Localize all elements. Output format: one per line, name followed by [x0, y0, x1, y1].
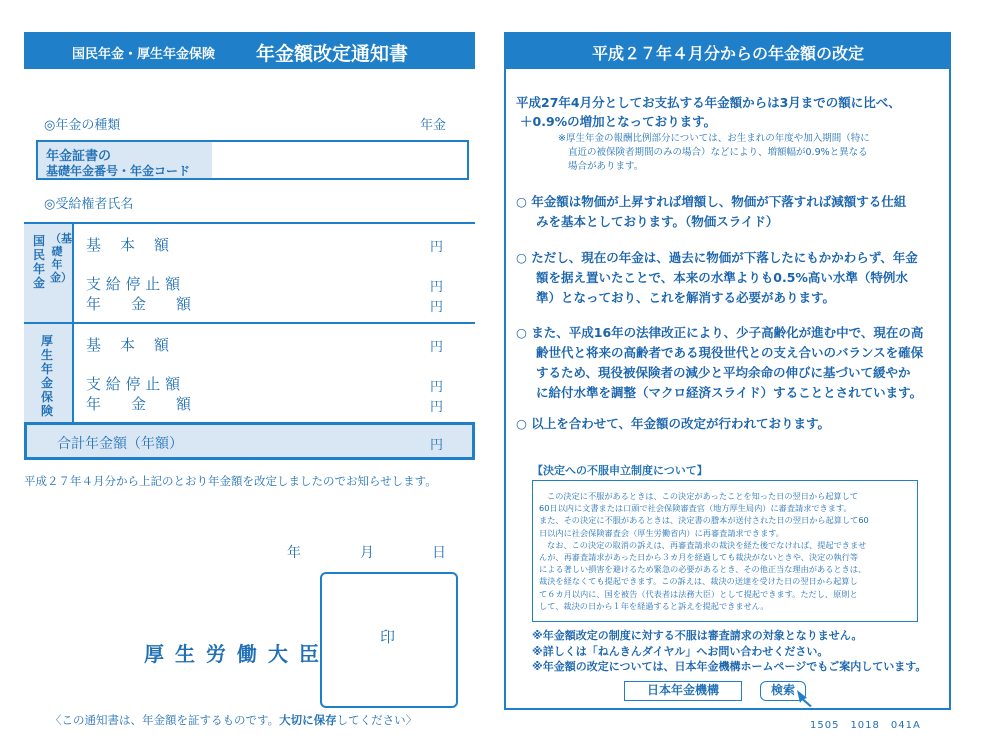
welfare-pension-yen: 円	[430, 400, 444, 415]
national-basic-label: 基 本 額	[86, 236, 172, 254]
pension-type-suffix: 年金	[420, 118, 447, 133]
seal-box	[320, 572, 458, 708]
footer-text: 〈この通知書は、年金額を証するものです。	[50, 713, 280, 727]
national-stop-label: 支 給 停 止 額	[86, 275, 181, 293]
revision-notice: 平成２７年４月分から上記のとおり年金額を改定しましたのでお知らせします。	[24, 474, 437, 488]
amount-table	[24, 222, 475, 462]
seal-mark: 印	[380, 628, 396, 646]
left-header-subtitle: 国民年金・厚生年金保険	[72, 47, 216, 62]
bullet-1-line-2: みを基本としております。（物価スライド）	[536, 214, 779, 229]
recipient-name-label: ◎受給権者氏名	[44, 197, 134, 212]
lead-note	[558, 132, 870, 174]
bullet-2	[516, 248, 918, 308]
info-notes	[532, 628, 926, 675]
appeal-title: 【決定への不服申立制度について】	[532, 464, 708, 477]
bullet-4-line-1: ○ 以上を合わせて、年金額の改定が行われております。	[516, 416, 831, 431]
info-line-2: ※詳しくは「ねんきんダイヤル」へお問い合わせください。	[532, 644, 829, 658]
appeal-line: て６カ月以内に、国を被告（代表者は法務大臣）として提起できます。ただし、原則と	[539, 588, 858, 599]
info-line-3: ※年金額の改定については、日本年金機構ホームページでもご案内しています。	[532, 660, 927, 673]
bullet-3-line-1: ○ また、平成16年の法律改正により、少子高齢化が進む中で、現在の高	[516, 325, 924, 340]
welfare-stop-label: 支 給 停 止 額	[86, 375, 181, 393]
note-line-3: 場合があります。	[568, 161, 644, 172]
bullet-3-line-2: 齢世代と将来の高齢者である現役世代との支え合いのバランスを確保	[536, 345, 924, 360]
total-amount-row	[24, 422, 475, 460]
lead-line-1: 平成27年4月分としてお支払する年金額からは3月までの額に比べ、	[516, 95, 901, 110]
right-header-title: 平成２７年４月分からの年金額の改定	[592, 44, 865, 63]
welfare-stop-yen: 円	[430, 380, 444, 395]
total-amount-yen: 円	[430, 438, 444, 453]
left-header-title: 年金額改定通知書	[256, 43, 409, 65]
appeal-line: 裁決を経なくても提起できます。この訴えは、裁決の送達を受けた日の翌日から起算し	[539, 576, 858, 587]
note-line-1: ※厚生年金の報酬比例部分については、お生まれの年度や加入期間（特に	[558, 133, 870, 144]
national-pension-group-label: 国民年金	[32, 234, 45, 290]
appeal-line: 日以内に社会保険審査会（厚生労働省内）に再審査請求できます。	[539, 527, 784, 538]
appeal-line: して、裁決の日から１年を経過すると訴えを提起できません。	[539, 600, 769, 611]
bullet-3-line-4: に給付水準を調整（マクロ経済スライド）することとされています。	[536, 385, 923, 400]
footer-emphasis: 大切に保存	[279, 713, 337, 727]
info-line-1: ※年金額改定の制度に対する不服は審査請求の対象となりません。	[532, 629, 863, 642]
document-code: 1505 1018 041A	[810, 720, 921, 731]
minister-name: 厚 生 労 働 大 臣	[144, 642, 321, 666]
left-footer	[50, 712, 417, 728]
bullet-4	[516, 414, 830, 434]
bullet-2-line-1: ○ ただし、現在の年金は、過去に物価が下落したにもかかわらず、年金	[516, 250, 918, 265]
appeal-text	[539, 490, 869, 612]
national-pension-group-sublabel: （基礎年金）	[50, 232, 72, 284]
appeal-line: 60日以内に文書または口頭で社会保険審査官（地方厚生局内）に審査請求できます。	[539, 503, 852, 514]
cursor-arrow-icon	[795, 688, 821, 708]
search-button-label: 検索	[770, 683, 795, 697]
certificate-number-box	[36, 140, 469, 180]
note-line-2: 直近の被保険者期間のみの場合）などにより、増額幅が0.9%と異なる	[568, 147, 868, 158]
bullet-2-line-3: 準）となっており、これを解消する必要があります。	[536, 290, 836, 305]
org-name-box	[624, 681, 742, 701]
national-basic-yen: 円	[430, 240, 444, 255]
left-header	[24, 32, 475, 69]
bullet-1-line-1: ○ 年金額は物価が上昇すれば増額し、物価が下落すれば減額する仕組	[516, 194, 907, 209]
bullet-3	[516, 323, 923, 403]
certificate-label-2: 基礎年金番号・年金コード	[46, 164, 191, 178]
pension-type-label: ◎年金の種類	[44, 118, 121, 133]
bullet-2-line-2: 額を据え置いたことで、本来の水準よりも0.5%高い水準（特例水	[536, 270, 908, 285]
certificate-label-1: 年金証書の	[46, 149, 112, 164]
welfare-pension-group-label: 厚生年金保険	[40, 334, 53, 418]
appeal-line: による著しい損害を避けるため緊急の必要があるとき、その他正当な理由があるときは、	[539, 564, 867, 575]
national-pension-label: 年 金 額	[86, 295, 192, 313]
national-pension-yen: 円	[430, 300, 444, 315]
lead-line-2: ＋0.9%の増加となっております。	[520, 114, 717, 129]
appeal-line: んが、再審査請求があった日から３カ月を経過しても裁決がないときや、決定の執行等	[539, 552, 859, 563]
org-name: 日本年金機構	[646, 683, 719, 697]
right-header	[504, 32, 951, 69]
bullet-3-line-3: するため、現役被保険者の減少と平均余命の伸びに基づいて緩やか	[536, 365, 911, 380]
appeal-line: この決定に不服があるときは、この決定があったことを知った日の翌日から起算して	[547, 491, 859, 501]
lead-text	[516, 93, 901, 131]
date-day: 日	[432, 545, 446, 561]
welfare-pension-label: 年 金 額	[86, 395, 192, 413]
total-amount-label: 合計年金額（年額）	[57, 436, 183, 452]
date-year: 年	[287, 545, 301, 561]
appeal-line: なお、この決定の取消の訴えは、再審査請求の裁決を経た後でなければ、提起できませ	[547, 539, 867, 550]
footer-text-end: してください〉	[336, 713, 418, 727]
national-stop-yen: 円	[430, 280, 444, 295]
bullet-1	[516, 192, 906, 232]
welfare-basic-yen: 円	[430, 340, 444, 355]
appeal-box	[532, 480, 918, 622]
appeal-line: また、その決定に不服があるときは、決定書の謄本が送付された日の翌日から起算して60	[539, 515, 869, 526]
table-divider	[24, 322, 475, 324]
welfare-basic-label: 基 本 額	[86, 336, 172, 354]
date-month: 月	[360, 545, 374, 561]
